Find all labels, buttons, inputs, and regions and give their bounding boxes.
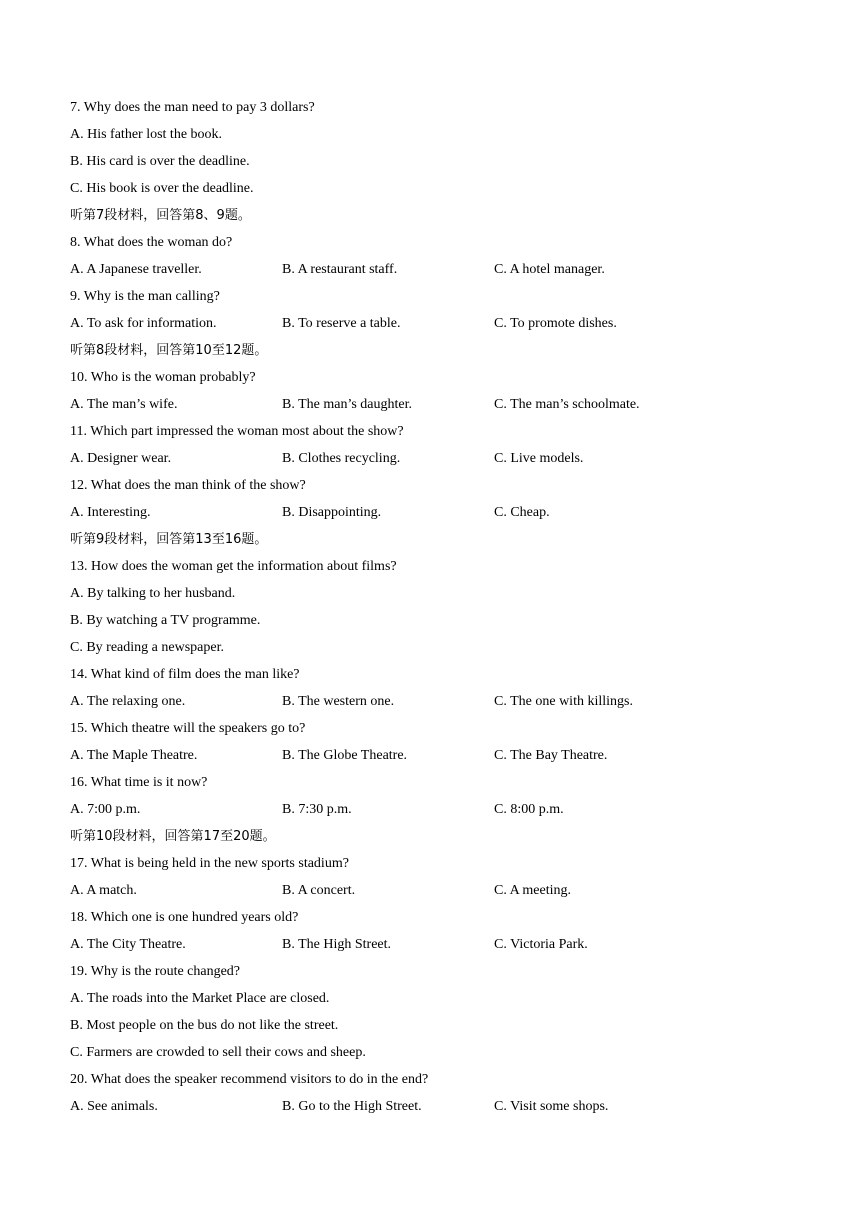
question-list (70, 94, 810, 1120)
question-text: 11. Which part impressed the woman most about the show? (70, 424, 404, 439)
answer-option: A. By talking to her husband. (70, 586, 236, 601)
option-row (70, 931, 810, 958)
option-row (70, 256, 810, 283)
answer-option: A. 7:00 p.m. (70, 802, 141, 817)
answer-option: C. By reading a newspaper. (70, 640, 224, 655)
answer-option: C. Farmers are crowded to sell their cows and sheep. (70, 1045, 366, 1060)
answer-option: C. The one with killings. (494, 694, 633, 709)
answer-option: B. By watching a TV programme. (70, 613, 261, 628)
answer-option: B. A concert. (282, 883, 356, 898)
question-text: 12. What does the man think of the show? (70, 478, 306, 493)
answer-option: C. The man’s schoolmate. (494, 397, 640, 412)
option-row (70, 310, 810, 337)
question-text: 8. What does the woman do? (70, 235, 233, 250)
answer-option: A. Designer wear. (70, 451, 172, 466)
answer-option: C. To promote dishes. (494, 316, 617, 331)
answer-option: C. 8:00 p.m. (494, 802, 564, 817)
answer-option: B. Most people on the bus do not like the street. (70, 1018, 339, 1033)
answer-option: A. The roads into the Market Place are closed. (70, 991, 330, 1006)
answer-option: B. Go to the High Street. (282, 1099, 422, 1114)
question-text: 9. Why is the man calling? (70, 289, 220, 304)
question-text: 19. Why is the route changed? (70, 964, 241, 979)
answer-option: C. A hotel manager. (494, 262, 605, 277)
answer-option: B. The man’s daughter. (282, 397, 412, 412)
answer-option: B. The western one. (282, 694, 395, 709)
question-text: 13. How does the woman get the information about films? (70, 559, 397, 574)
option-row (70, 1093, 810, 1120)
option-row (70, 391, 810, 418)
answer-option: B. His card is over the deadline. (70, 154, 250, 169)
answer-option: C. His book is over the deadline. (70, 181, 254, 196)
answer-option: B. A restaurant staff. (282, 262, 398, 277)
question-text: 10. Who is the woman probably? (70, 370, 256, 385)
answer-option: A. The Maple Theatre. (70, 748, 198, 763)
answer-option: A. A match. (70, 883, 137, 898)
question-text: 17. What is being held in the new sports stadium? (70, 856, 349, 871)
question-text: 15. Which theatre will the speakers go to? (70, 721, 306, 736)
answer-option: C. The Bay Theatre. (494, 748, 608, 763)
answer-option: A. The man’s wife. (70, 397, 178, 412)
section-instruction: 听第10段材料，回答第17至20题。 (70, 829, 276, 844)
question-text: 14. What kind of film does the man like? (70, 667, 300, 682)
section-instruction: 听第8段材料，回答第10至12题。 (70, 343, 268, 358)
answer-option: A. See animals. (70, 1099, 158, 1114)
option-row (70, 742, 810, 769)
question-text: 20. What does the speaker recommend visitors to do in the end? (70, 1072, 429, 1087)
answer-option: B. The High Street. (282, 937, 392, 952)
section-instruction: 听第7段材料，回答第8、9题。 (70, 208, 251, 223)
option-row (70, 877, 810, 904)
answer-option: A. The City Theatre. (70, 937, 186, 952)
answer-option: C. A meeting. (494, 883, 571, 898)
option-row (70, 688, 810, 715)
answer-option: C. Cheap. (494, 505, 550, 520)
answer-option: C. Live models. (494, 451, 584, 466)
answer-option: A. His father lost the book. (70, 127, 223, 142)
answer-option: A. Interesting. (70, 505, 151, 520)
question-text: 7. Why does the man need to pay 3 dollars? (70, 100, 315, 115)
question-text: 16. What time is it now? (70, 775, 208, 790)
answer-option: C. Victoria Park. (494, 937, 588, 952)
option-row (70, 445, 810, 472)
answer-option: B. To reserve a table. (282, 316, 401, 331)
option-row (70, 499, 810, 526)
answer-option: B. The Globe Theatre. (282, 748, 408, 763)
section-instruction: 听第9段材料，回答第13至16题。 (70, 532, 268, 547)
answer-option: A. The relaxing one. (70, 694, 186, 709)
answer-option: B. Disappointing. (282, 505, 382, 520)
question-text: 18. Which one is one hundred years old? (70, 910, 299, 925)
option-row (70, 796, 810, 823)
answer-option: C. Visit some shops. (494, 1099, 609, 1114)
answer-option: B. 7:30 p.m. (282, 802, 352, 817)
answer-option: A. A Japanese traveller. (70, 262, 202, 277)
answer-option: A. To ask for information. (70, 316, 217, 331)
answer-option: B. Clothes recycling. (282, 451, 401, 466)
